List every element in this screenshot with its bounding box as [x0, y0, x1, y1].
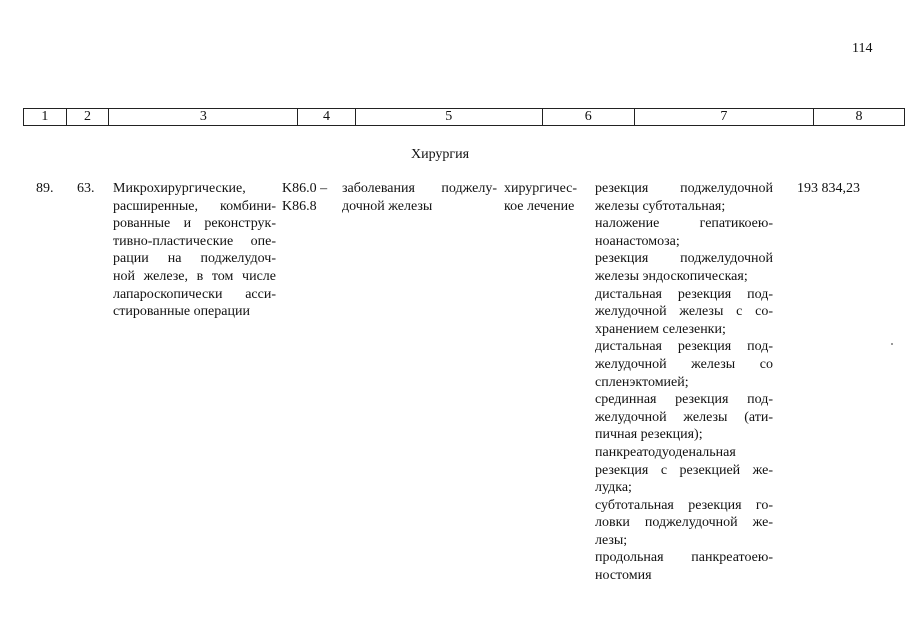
- header-col-8: 8: [814, 109, 905, 126]
- method-line: ноанастомоза;: [595, 233, 680, 249]
- method-line: ловки поджелудочной же-: [595, 515, 773, 531]
- method-line: железы эндоскопическая;: [595, 268, 748, 284]
- header-col-2: 2: [66, 109, 109, 126]
- description-line: расширенные, комбини-: [113, 198, 276, 214]
- description-line: ной железе, в том числе: [113, 268, 276, 284]
- page-number: 114: [852, 41, 873, 56]
- icd-code-line: K86.8: [282, 198, 317, 214]
- icd-code-line: K86.0 –: [282, 181, 328, 196]
- cost-value: 193 834,23: [797, 181, 860, 196]
- section-title: Хирургия: [411, 147, 470, 162]
- description-line: тивно-пластические опе-: [113, 233, 276, 249]
- method-line: желудочной железы (ати-: [595, 409, 773, 425]
- method-line: субтотальная резекция го-: [595, 497, 773, 513]
- method-line: резекция с резекцией же-: [595, 462, 773, 478]
- treatment-line: хирургичес-: [504, 181, 578, 196]
- row-number-1: 89.: [36, 181, 54, 196]
- header-col-7: 7: [634, 109, 813, 126]
- description-line: рации на поджелудоч-: [113, 251, 276, 267]
- method-line: панкреатодуоденальная: [595, 444, 736, 460]
- disease-model: [342, 180, 497, 215]
- method-line: дистальная резекция под-: [595, 339, 773, 355]
- description-line: стированные операции: [113, 304, 250, 320]
- method-line: лудка;: [595, 480, 632, 496]
- method-line: ностомия: [595, 568, 652, 584]
- header-col-6: 6: [542, 109, 634, 126]
- method-line: наложение гепатикоею-: [595, 216, 773, 232]
- description-line: лапароскопически асси-: [113, 286, 276, 302]
- method-line: срединная резекция под-: [595, 392, 773, 408]
- method-line: желудочной железы с со-: [595, 304, 773, 320]
- header-col-3: 3: [109, 109, 298, 126]
- method-line: спленэктомией;: [595, 374, 689, 390]
- treatment-type: [504, 180, 584, 215]
- method-line: железы субтотальная;: [595, 198, 726, 214]
- method-line: дистальная резекция под-: [595, 286, 773, 302]
- treatment-methods: [595, 180, 773, 585]
- icd-codes: [282, 180, 327, 215]
- description-line: рованные и реконструк-: [113, 216, 276, 232]
- disease-line: заболевания поджелу-: [342, 181, 497, 196]
- method-line: резекция поджелудочной: [595, 181, 773, 196]
- method-line: продольная панкреатоею-: [595, 550, 773, 566]
- method-line: резекция поджелудочной: [595, 251, 773, 267]
- description-line: Микрохирургические,: [113, 181, 246, 196]
- disease-line: дочной железы: [342, 198, 433, 214]
- method-line: желудочной железы со: [595, 356, 773, 372]
- scan-speck: [891, 343, 893, 345]
- header-col-1: 1: [24, 109, 67, 126]
- method-line: лезы;: [595, 532, 628, 548]
- method-line: хранением селезенки;: [595, 321, 726, 337]
- method-line: пичная резекция);: [595, 427, 703, 443]
- header-col-4: 4: [298, 109, 355, 126]
- row-number-2: 63.: [77, 181, 95, 196]
- header-col-5: 5: [355, 109, 542, 126]
- procedure-description: [113, 180, 276, 321]
- column-number-header: [23, 108, 905, 126]
- treatment-line: кое лечение: [504, 198, 575, 214]
